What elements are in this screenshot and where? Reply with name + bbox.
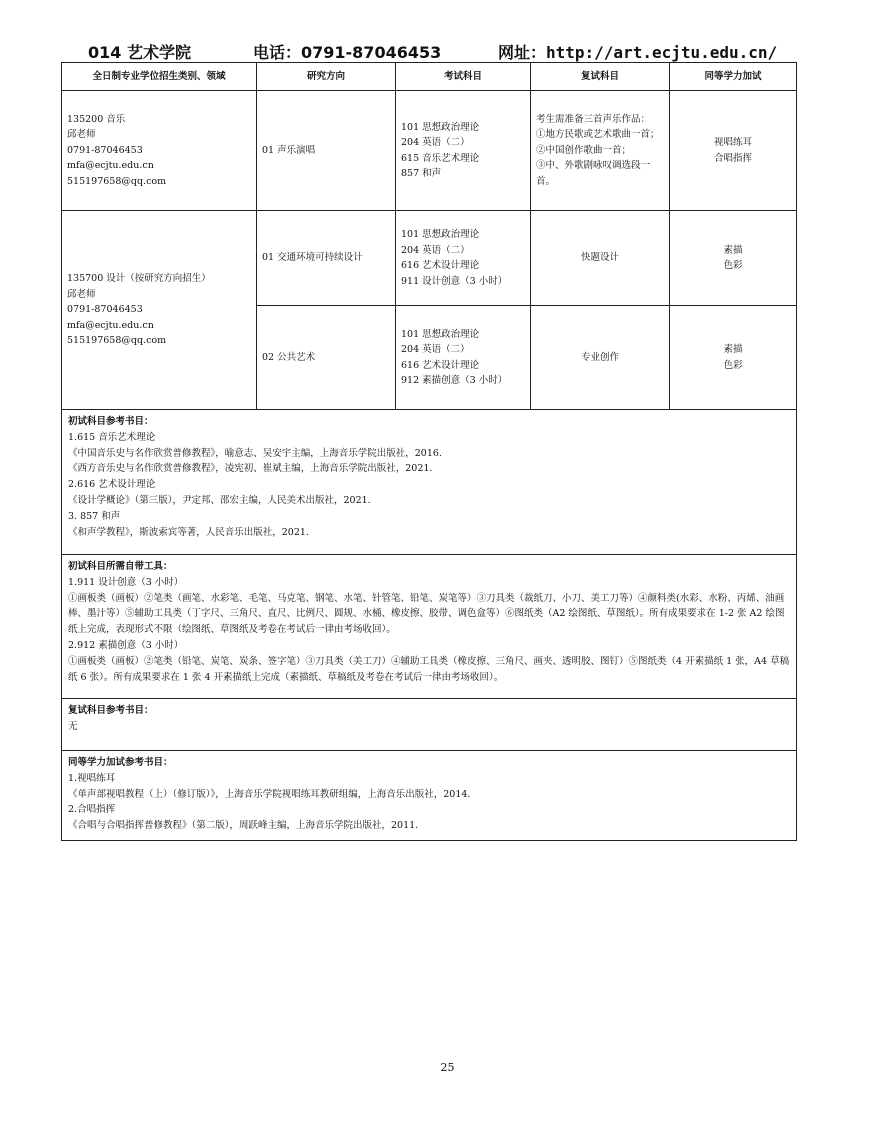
reference-books-section: 初试科目参考书目： 1.615 音乐艺术理论 《中国音乐史与名作欣赏普修教程》，喻意志、吴安宇主编，上海音乐学院出版社，2016. 《西方音乐史与名作欣赏普修教程》，凌宪初、崔斌主编，上海音乐学院出版社，2021. 2.616 艺术设计理论 《设计学概论》（第三版），尹定邦、邵宏主编，人民美术出版社，2021. 3. 857 和声 《和声学教程》，斯波索宾等著，人民音乐出版社，2021. (62, 410, 797, 555)
column-header-category: 全日制专业学位招生类别、领域 (62, 63, 257, 91)
design-direction-1-cell: 01 交通环境可持续设计 (257, 211, 396, 306)
table-header-row (62, 63, 797, 91)
section-title: 初试科目所需自带工具： (68, 561, 173, 572)
table-row (62, 91, 797, 211)
page-header (88, 40, 788, 62)
school-website: 网址：http://art.ecjtu.edu.cn/ (498, 43, 778, 62)
section-title: 同等学力加试参考书目： (68, 757, 173, 768)
column-header-extra: 同等学力加试 (670, 63, 797, 91)
design-extra-1-cell: 素描 色彩 (670, 211, 797, 306)
music-direction-cell: 01 声乐演唱 (257, 91, 396, 211)
design-retest-2-cell: 专业创作 (531, 306, 670, 410)
design-subjects-2-cell: 101 思想政治理论 204 英语（二） 616 艺术设计理论 912 素描创意（3 小时） (396, 306, 531, 410)
table-row (62, 211, 797, 306)
music-category-cell: 135200 音乐 邱老师 0791-87046453 mfa@ecjtu.edu.cn 515197658@qq.com (62, 91, 257, 211)
design-category-cell: 135700 设计（按研究方向招生） 邱老师 0791-87046453 mfa@ecjtu.edu.cn 515197658@qq.com (62, 211, 257, 410)
music-subjects-cell: 101 思想政治理论 204 英语（二） 615 音乐艺术理论 857 和声 (396, 91, 531, 211)
page-number: 25 (440, 1061, 455, 1074)
column-header-direction: 研究方向 (257, 63, 396, 91)
design-direction-2-cell: 02 公共艺术 (257, 306, 396, 410)
school-phone: 电话：0791-87046453 (253, 43, 442, 62)
required-tools-section: 初试科目所需自带工具： 1.911 设计创意（3 小时） ①画板类（画板）②笔类（画笔、水彩笔、毛笔、马克笔、钢笔、水笔、针管笔、铅笔、炭笔等）③刀具类（裁纸刀、小刀、美工刀等）④颜料类(水彩、水粉、丙烯、油画棒、墨汁等）⑤辅助工具类（丁字尺、三角尺、直尺、比例尺、圆规、水桶、橡皮擦、胶带、调色盒等）⑥图纸类（A2 绘图纸、草图纸）。所有成果要求在 1-2 张 A2 绘图纸上完成，表现形式不限（绘图纸、草图纸及考卷在考试后一律由考场收回）。 2.912 素描创意（3 小时） ①画板类（画板）②笔类（铅笔、炭笔、炭条、签字笔）③刀具类（美工刀）④辅助工具类（橡皮擦、三角尺、画夹、透明胶、图钉）⑤图纸类（4 开素描纸 1 张，A4 草稿纸 6 张）。所有成果要求在 1 张 4 开素描纸上完成（素描纸、草稿纸及考卷在考试后一律由考场收回）。 (62, 555, 797, 699)
column-header-subjects: 考试科目 (396, 63, 531, 91)
design-extra-2-cell: 素描 色彩 (670, 306, 797, 410)
retest-books-section: 复试科目参考书目： 无 (62, 699, 797, 751)
school-code: 014 艺术学院 (88, 43, 191, 62)
design-subjects-1-cell: 101 思想政治理论 204 英语（二） 616 艺术设计理论 911 设计创意（3 小时） (396, 211, 531, 306)
design-retest-1-cell: 快题设计 (531, 211, 670, 306)
section-title: 初试科目参考书目： (68, 416, 154, 427)
admissions-table (61, 62, 797, 841)
column-header-retest: 复试科目 (531, 63, 670, 91)
music-extra-cell: 视唱练耳 合唱指挥 (670, 91, 797, 211)
music-retest-cell: 考生需准备三首声乐作品： ①地方民歌或艺术歌曲一首； ②中国创作歌曲一首； ③中、外歌剧咏叹调选段一首。 (531, 91, 670, 211)
equal-study-books-section: 同等学力加试参考书目： 1.视唱练耳 《单声部视唱教程（上）（修订版）》，上海音乐学院视唱练耳教研组编，上海音乐出版社，2014. 2.合唱指挥 《合唱与合唱指挥普修教程》（第二版），周跃峰主编，上海音乐学院出版社，2011. (62, 751, 797, 841)
section-title: 复试科目参考书目： (68, 705, 154, 716)
